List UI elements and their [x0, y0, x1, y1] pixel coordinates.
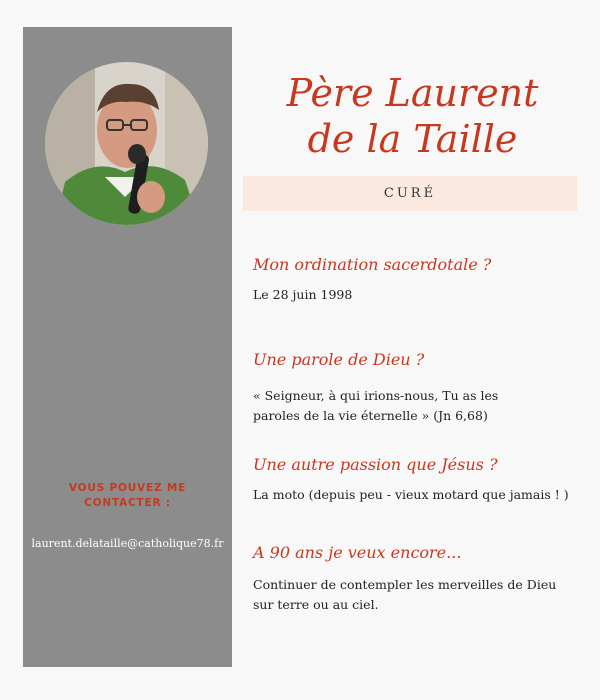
answer-2 [253, 386, 573, 426]
name-line1: Père Laurent [286, 71, 539, 115]
question-3: Une autre passion que Jésus ? [253, 455, 498, 474]
answer-4-line1: Continuer de contempler les merveilles de Dieu [253, 577, 557, 592]
question-2: Une parole de Dieu ? [253, 350, 425, 369]
answer-1: Le 28 juin 1998 [253, 287, 353, 302]
question-1: Mon ordination sacerdotale ? [253, 255, 492, 274]
answer-2-line2: paroles de la vie éternelle » (Jn 6,68) [253, 408, 488, 423]
role-badge: CURÉ [243, 176, 577, 211]
answer-2-line1: « Seigneur, à qui irions-nous, Tu as les [253, 388, 499, 403]
question-4: A 90 ans je veux encore... [253, 543, 462, 562]
answer-4-line2: sur terre ou au ciel. [253, 597, 379, 612]
contact-heading-line2: CONTACTER : [84, 497, 171, 509]
contact-email-link[interactable]: laurent.delataille@catholique78.fr [31, 537, 224, 550]
contact-heading [23, 481, 232, 511]
contact-heading-line1: VOUS POUVEZ ME [68, 482, 187, 494]
name-line2: de la Taille [307, 117, 518, 161]
answer-3: La moto (depuis peu - vieux motard que jamais ! ) [253, 487, 569, 502]
answer-4 [253, 575, 573, 615]
page-title [245, 70, 580, 162]
profile-photo [45, 62, 208, 225]
